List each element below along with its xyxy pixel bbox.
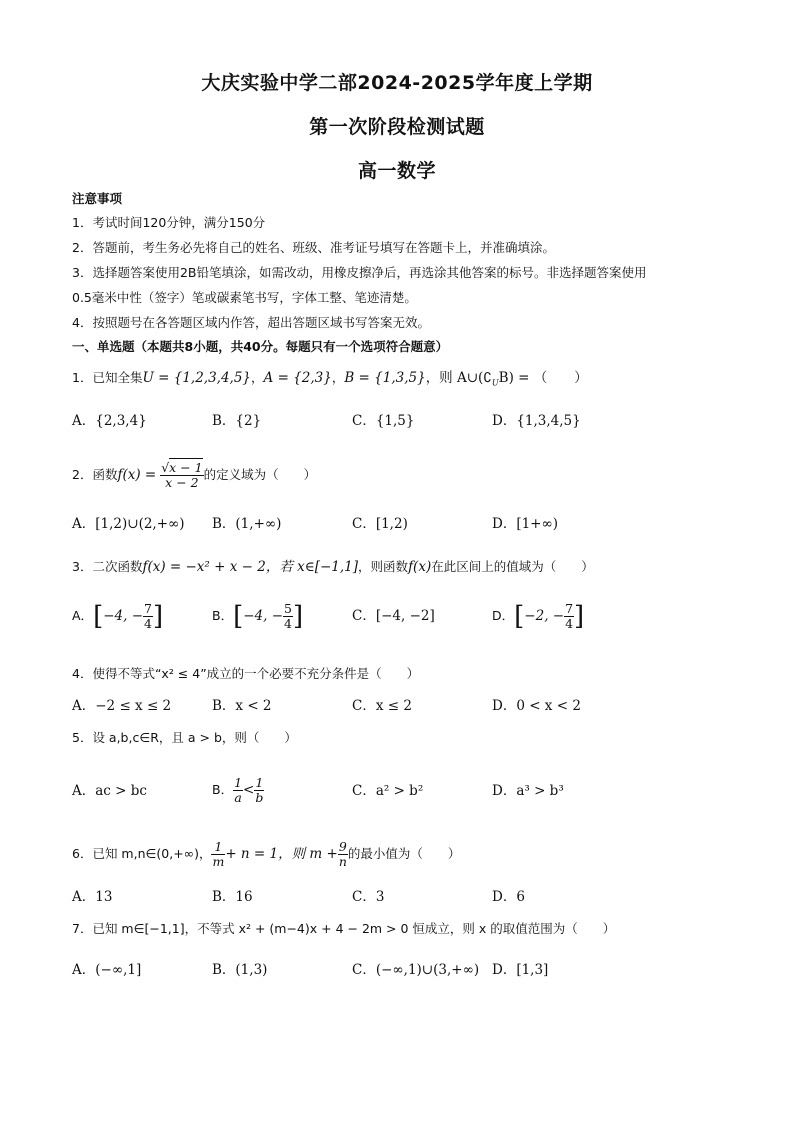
q1-set-b: B = {1,3,5} — [344, 370, 426, 386]
notice-heading: 注意事项 — [72, 191, 123, 206]
q1-sub: U — [491, 378, 499, 388]
q3-option-b[interactable]: B．[−4, − $\frac{5}{4}$ ] — [212, 601, 304, 632]
q7-option-a[interactable]: A．(−∞,1] — [72, 962, 142, 978]
q4-option-d[interactable]: D．0 < x < 2 — [492, 698, 581, 714]
q5-option-b-frac1 — [233, 776, 243, 805]
q4-option-c[interactable]: C．x ≤ 2 — [352, 698, 412, 714]
q3-option-b-fraction — [283, 602, 293, 631]
q2-function: f(x) = — [117, 467, 157, 483]
q5-frac2-den: b — [255, 790, 264, 805]
section-heading: 一、单选题（本题共8小题，共40分。每题只有一个选项符合题意） — [72, 339, 449, 354]
q1-option-a[interactable]: A．{2,3,4} — [72, 413, 147, 429]
q3-option-a-den: 4 — [144, 616, 152, 631]
q3-option-b-left: −4, − — [243, 608, 284, 624]
question-6-stem — [72, 836, 460, 872]
q3-option-d-left: −2, − — [524, 608, 565, 624]
question-1-stem: 1．已知全集U = {1,2,3,4,5}，A = {2,3}，B = {1,3,5}，则 $A\cup(∁_UB)$ = （ ） — [72, 370, 588, 388]
q3-option-a-left: −4, − — [103, 608, 144, 624]
q6-frac2 — [338, 840, 348, 869]
q1-ask: ，则 A∪(∁ — [425, 370, 492, 386]
q3-condition: ，若 x∈[−1,1] — [265, 559, 359, 575]
q2-suffix: 的定义域为（ ） — [203, 467, 317, 482]
notice-item: 1．考试时间120分钟，满分150分 — [72, 215, 266, 230]
question-7-stem: 7．已知 m∈[−1,1]，不等式 x² + (m−4)x + 4 − 2m > 0 恒成立，则 x 的取值范围为（ ） — [72, 921, 616, 936]
notice-item: 4．按照题号在各答题区域内作答，超出答题区域书写答案无效。 — [72, 315, 430, 330]
q3-option-c[interactable]: C．[−4, −2] — [352, 608, 435, 624]
q2-option-d[interactable]: D．[1+∞) — [492, 516, 559, 532]
q3-option-b-num: 5 — [284, 601, 292, 616]
question-5-stem: 5．设 a,b,c∈R，且 a > b，则（ ） — [72, 730, 297, 745]
notice-item: 2．答题前，考生务必先将自己的姓名、班级、准考证号填写在答题卡上，并准确填涂。 — [72, 240, 555, 255]
q5-option-c[interactable]: C．a² > b² — [352, 783, 424, 799]
q1-option-c[interactable]: C．{1,5} — [352, 413, 415, 429]
q2-option-b[interactable]: B．(1,+∞) — [212, 516, 282, 532]
question-2-stem — [72, 458, 316, 492]
q5-option-b-label: B． — [212, 782, 234, 797]
q6-option-d[interactable]: D．6 — [492, 889, 525, 905]
q3-option-a-label: A． — [72, 608, 94, 623]
q3-option-b-den: 4 — [284, 616, 292, 631]
q2-fraction: $\frac{√x - 1}{x - 2}$ — [161, 460, 203, 490]
q5-option-b-op: < — [243, 782, 255, 798]
q5-option-b-frac2 — [254, 776, 264, 805]
exam-title-test: 第一次阶段检测试题 — [309, 116, 485, 138]
q6-frac2-den: n — [338, 854, 347, 869]
q3-option-d[interactable]: D．[−2, − $\frac{7}{4}$ ] — [492, 601, 585, 632]
q1-set-a: A = {2,3} — [263, 370, 332, 386]
q3-option-b-label: B． — [212, 608, 234, 623]
q1-option-b[interactable]: B．{2} — [212, 413, 262, 429]
q3-option-a[interactable]: A．[−4, − $\frac{7}{4}$ ] — [72, 601, 164, 632]
q3-option-d-fraction — [564, 602, 574, 631]
question-3-stem — [72, 558, 594, 576]
q2-denominator: x − 2 — [165, 475, 199, 490]
q5-frac1-num: 1 — [234, 775, 243, 790]
exam-title-school: 大庆实验中学二部2024-2025学年度上学期 — [201, 72, 593, 94]
question-4-stem: 4．使得不等式“x² ≤ 4”成立的一个必要不充分条件是（ ） — [72, 666, 420, 681]
q5-option-d[interactable]: D．a³ > b³ — [492, 783, 564, 799]
q4-option-b[interactable]: B．x < 2 — [212, 698, 272, 714]
q5-option-b[interactable] — [212, 770, 264, 810]
q3-suffix: 在此区间上的值域为（ ） — [431, 559, 594, 574]
q6-frac1-den: m — [212, 854, 225, 869]
q2-option-a[interactable]: A．[1,2)∪(2,+∞) — [72, 516, 185, 532]
q3-option-d-num: 7 — [565, 601, 574, 616]
q1-prefix: 1．已知全集 — [72, 370, 143, 385]
q4-option-a[interactable]: A．−2 ≤ x ≤ 2 — [72, 698, 172, 714]
q6-frac2-num: 9 — [338, 839, 347, 854]
q6-suffix: 的最小值为（ ） — [347, 846, 461, 861]
q3-function-ref: f(x) — [408, 559, 432, 575]
q5-option-a[interactable]: A．ac > bc — [72, 783, 147, 799]
q6-option-a[interactable]: A．13 — [72, 889, 113, 905]
q1-option-d[interactable]: D．{1,3,4,5} — [492, 413, 581, 429]
q1-universal-set: U = {1,2,3,4,5} — [142, 370, 252, 386]
q6-option-b[interactable]: B．16 — [212, 889, 253, 905]
q5-frac2-num: 1 — [255, 775, 264, 790]
q3-option-a-fraction — [143, 602, 153, 631]
q3-mid: ，则函数 — [358, 559, 409, 574]
q3-option-d-label: D． — [492, 608, 515, 623]
q6-mid: + n = 1，则 m + — [225, 846, 338, 862]
q2-numerator: x − 1 — [169, 460, 203, 475]
notice-item: 3．选择题答案使用2B铅笔填涂，如需改动，用橡皮擦净后，再选涂其他答案的标号。非选择题答案使用 — [72, 265, 647, 280]
notice-item: 0.5毫米中性（签字）笔或碳素笔书写，字体工整、笔迹清楚。 — [72, 290, 417, 305]
q6-prefix: 6．已知 m,n∈(0,+∞)， — [72, 846, 212, 861]
q7-option-d[interactable]: D．[1,3] — [492, 962, 549, 978]
q3-function: f(x) = −x² + x − 2 — [142, 559, 266, 575]
q6-frac1-num: 1 — [211, 840, 225, 855]
q2-prefix: 2．函数 — [72, 467, 118, 482]
q6-option-c[interactable]: C．3 — [352, 889, 385, 905]
q7-option-c[interactable]: C．(−∞,1)∪(3,+∞) — [352, 962, 480, 978]
q5-frac1-den: a — [234, 790, 242, 805]
exam-title-subject: 高一数学 — [357, 160, 436, 182]
q3-option-a-num: 7 — [144, 601, 152, 616]
q2-option-c[interactable]: C．[1,2) — [352, 516, 408, 532]
q3-option-d-den: 4 — [565, 616, 574, 631]
q3-prefix: 3．二次函数 — [72, 559, 143, 574]
q7-option-b[interactable]: B．(1,3) — [212, 962, 268, 978]
q6-frac1 — [211, 840, 225, 869]
q1-ask-tail: B) = （ ） — [498, 370, 588, 386]
